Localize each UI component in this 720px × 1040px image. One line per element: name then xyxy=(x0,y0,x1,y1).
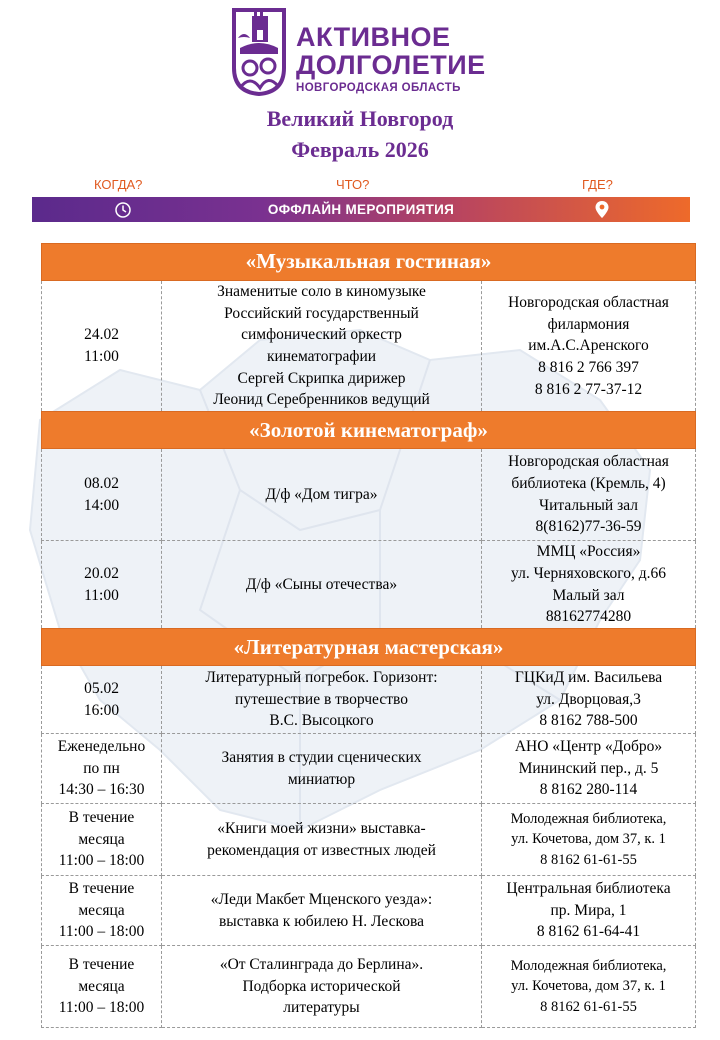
event-row xyxy=(42,449,696,541)
text-line: «От Сталинграда до Берлина». xyxy=(219,956,424,974)
text-line: Литературный погребок. Горизонт: xyxy=(205,669,438,687)
text-line: Занятия в студии сценических xyxy=(221,748,422,766)
text-line: месяца xyxy=(78,901,125,919)
logo xyxy=(230,8,500,100)
text-line: Новгородская областная xyxy=(508,293,669,311)
text-line: выставка к юбилею Н. Лескова xyxy=(218,912,425,930)
events-table xyxy=(41,243,696,1028)
text-line: В течение xyxy=(68,880,135,898)
column-labels xyxy=(0,177,720,193)
section-title: «Литературная мастерская» xyxy=(42,629,696,666)
event-what xyxy=(162,541,482,629)
text-line: филармония xyxy=(547,315,630,333)
text-line: миниатюр xyxy=(287,770,356,788)
event-when xyxy=(42,449,162,541)
text-line: 11:00 – 18:00 xyxy=(58,999,145,1017)
text-line: 16:00 xyxy=(83,701,120,719)
event-when xyxy=(42,281,162,412)
event-what xyxy=(162,946,482,1028)
event-when xyxy=(42,946,162,1028)
text-line: 14:30 – 16:30 xyxy=(58,781,145,799)
event-what xyxy=(162,449,482,541)
text-line: Центральная библиотека xyxy=(506,880,671,898)
event-where xyxy=(482,281,696,412)
text-line: 8 8162 61-64-41 xyxy=(536,923,641,941)
text-line: 11:00 xyxy=(84,348,119,366)
month-title: Февраль 2026 xyxy=(291,137,429,162)
text-line: 8 8162 61-61-55 xyxy=(540,851,637,868)
text-line: В течение xyxy=(68,956,135,974)
text-line: им.А.С.Аренского xyxy=(528,337,649,355)
event-row xyxy=(42,541,696,629)
text-line: кинематографии xyxy=(266,348,377,366)
city-title: Великий Новгород xyxy=(266,106,454,131)
event-what xyxy=(162,876,482,946)
text-line: 08.02 xyxy=(84,474,119,492)
section-header-row xyxy=(42,629,696,666)
event-what xyxy=(162,666,482,734)
text-line: 8 816 2 77-37-12 xyxy=(534,380,643,398)
text-line: литературы xyxy=(283,999,360,1017)
text-line: ул. Дворцовая,3 xyxy=(536,690,641,708)
text-line: Российский государственный xyxy=(224,304,419,322)
text-line: 8 816 2 766 397 xyxy=(538,358,639,376)
section-header-row xyxy=(42,412,696,449)
text-line: Д/ф «Дом тигра» xyxy=(265,485,378,503)
event-where xyxy=(482,541,696,629)
text-line: 24.02 xyxy=(84,326,119,344)
location-pin-icon xyxy=(594,200,610,219)
text-line: 8 8162 280-114 xyxy=(539,781,638,799)
text-line: 88162774280 xyxy=(545,608,632,626)
text-line: Молодежная библиотека, xyxy=(510,811,667,828)
event-where xyxy=(482,946,696,1028)
label-when: КОГДА? xyxy=(94,177,143,192)
text-line: Сергей Скрипка дирижер xyxy=(237,369,406,387)
section-title: «Золотой кинематограф» xyxy=(42,412,696,449)
text-line: ул. Кочетова, дом 37, к. 1 xyxy=(511,831,666,848)
text-line: ул. Черняховского, д.66 xyxy=(511,564,666,582)
event-what xyxy=(162,734,482,804)
text-line: рекомендация от известных людей xyxy=(207,841,436,859)
event-where xyxy=(482,449,696,541)
text-line: 8 8162 61-61-55 xyxy=(540,998,637,1015)
logo-emblem-icon xyxy=(230,8,288,96)
text-line: Молодежная библиотека, xyxy=(510,958,667,975)
text-line: АНО «Центр «Добро» xyxy=(514,738,663,756)
event-row xyxy=(42,666,696,734)
event-when xyxy=(42,804,162,876)
text-line: Новгородская областная xyxy=(508,453,669,471)
text-line: симфонический оркестр xyxy=(241,326,402,344)
text-line: библиотека (Кремль, 4) xyxy=(511,474,666,492)
section-header-row xyxy=(42,244,696,281)
text-line: ММЦ «Россия» xyxy=(536,543,641,561)
event-what xyxy=(162,804,482,876)
text-line: ГЦКиД им. Васильева xyxy=(514,669,663,687)
text-line: 8(8162)77-36-59 xyxy=(535,518,642,536)
text-line: по пн xyxy=(83,759,120,777)
text-line: В течение xyxy=(68,809,135,827)
text-line: «Книги моей жизни» выставка- xyxy=(217,819,426,837)
text-line: В.С. Высоцкого xyxy=(269,712,374,730)
text-line: месяца xyxy=(78,977,125,995)
event-row xyxy=(42,876,696,946)
text-line: путешествие в творчество xyxy=(235,690,408,708)
event-when xyxy=(42,666,162,734)
text-line: ул. Кочетова, дом 37, к. 1 xyxy=(511,978,666,995)
event-row xyxy=(42,281,696,412)
offline-events-bar xyxy=(32,197,690,222)
text-line: Малый зал xyxy=(552,586,625,604)
text-line: 11:00 xyxy=(84,586,119,604)
event-what xyxy=(162,281,482,412)
text-line: Леонид Серебренников ведущий xyxy=(213,391,430,409)
event-where xyxy=(482,734,696,804)
text-line: Д/ф «Сыны отечества» xyxy=(245,575,398,593)
text-line: 8 8162 788-500 xyxy=(539,712,638,730)
text-line: Мининский пер., д. 5 xyxy=(518,759,659,777)
logo-title-line1: АКТИВНОЕ xyxy=(296,22,451,52)
text-line: Читальный зал xyxy=(539,496,638,514)
bar-title: ОФФЛАЙН МЕРОПРИЯТИЯ xyxy=(267,202,455,217)
text-line: Еженедельно xyxy=(57,738,146,756)
text-line: 11:00 – 18:00 xyxy=(58,852,145,870)
text-line: «Леди Макбет Мценского уезда»: xyxy=(210,890,433,908)
text-line: 05.02 xyxy=(84,679,119,697)
event-row xyxy=(42,946,696,1028)
event-when xyxy=(42,734,162,804)
event-where xyxy=(482,804,696,876)
event-when xyxy=(42,541,162,629)
event-row xyxy=(42,804,696,876)
label-what: ЧТО? xyxy=(336,177,370,192)
section-title: «Музыкальная гостиная» xyxy=(42,244,696,281)
text-line: 11:00 – 18:00 xyxy=(58,923,145,941)
text-line: месяца xyxy=(78,830,125,848)
text-line: Подборка исторической xyxy=(242,977,401,995)
text-line: 14:00 xyxy=(83,496,120,514)
text-line: пр. Мира, 1 xyxy=(550,901,627,919)
logo-region: НОВГОРОДСКАЯ ОБЛАСТЬ xyxy=(296,82,461,94)
logo-title-line2: ДОЛГОЛЕТИЕ xyxy=(296,50,486,80)
event-row xyxy=(42,734,696,804)
text-line: Знаменитые соло в киномузыке xyxy=(217,283,426,300)
event-where xyxy=(482,666,696,734)
event-where xyxy=(482,876,696,946)
label-where: ГДЕ? xyxy=(582,177,613,192)
event-when xyxy=(42,876,162,946)
text-line: 20.02 xyxy=(84,564,119,582)
